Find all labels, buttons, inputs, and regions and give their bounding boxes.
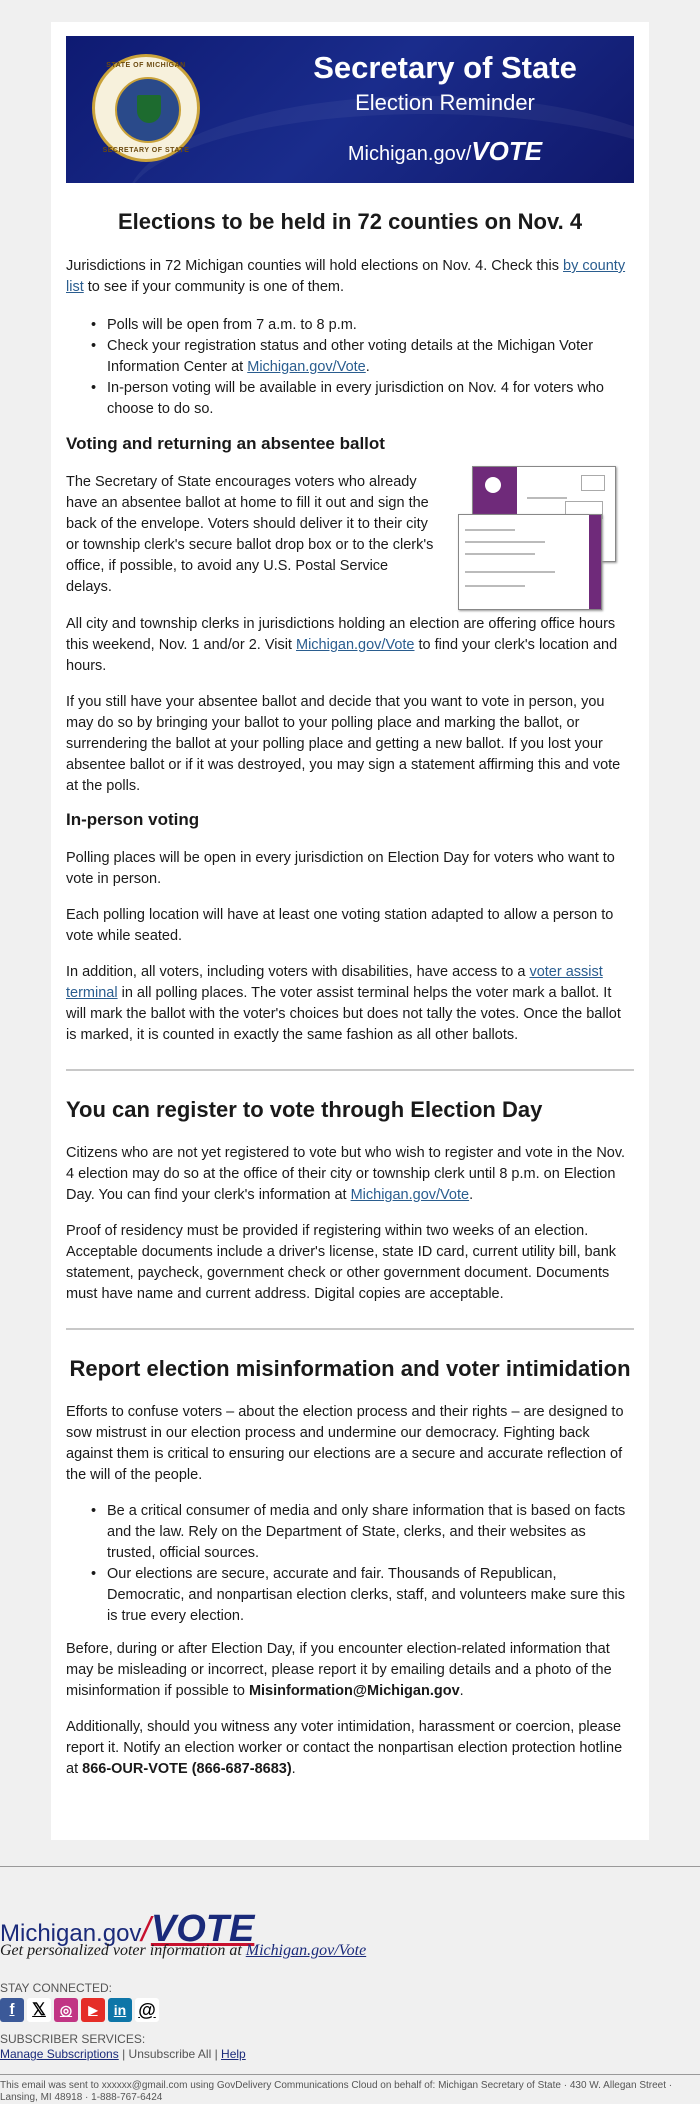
michigan-vote-link[interactable]: Michigan.gov/Vote xyxy=(295,637,415,653)
seal-text-top: STATE OF MICHIGAN xyxy=(106,62,186,69)
voter-assist-terminal-link[interactable]: voter assist terminal xyxy=(66,964,603,1001)
absentee-paragraph-2: All city and township clerks in jurisdictions holding an election are offering office hours this weekend, Nov. 1 and/or 2. Visit Michigan.gov/Vote to find your clerk's location and hours. xyxy=(66,616,618,674)
banner-subtitle: Election Reminder xyxy=(355,90,535,115)
register-heading: You can register to vote through Election Day xyxy=(66,1097,543,1122)
michigan-vote-link[interactable]: Michigan.gov/Vote xyxy=(350,1187,470,1203)
by-county-list-link[interactable]: by county list xyxy=(66,258,626,295)
divider xyxy=(66,1328,634,1330)
inperson-paragraph-1: Polling places will be open in every jurisdiction on Election Day for voters who want to vote in person. xyxy=(66,850,615,887)
absentee-ballot-envelope-image xyxy=(458,462,624,634)
report-paragraph-2: Before, during or after Election Day, if you encounter election-related information that may be misleading or incorrect, please report it by emailing details and a photo of the misinformation if possible to Misinformation@Michigan.gov. xyxy=(66,1641,612,1699)
intro-paragraph: Jurisdictions in 72 Michigan counties will hold elections on Nov. 4. Check this by county list to see if your community is one of them. xyxy=(66,258,626,295)
banner-title: Secretary of State xyxy=(313,50,577,85)
facebook-icon[interactable]: f xyxy=(0,1998,24,2022)
list-item: • Check your registration status and other voting details at the Michigan Voter Information Center at Michigan.gov/Vote. xyxy=(66,336,634,378)
social-icons xyxy=(0,1998,162,2022)
x-icon[interactable]: 𝕏 xyxy=(27,1998,51,2022)
youtube-icon[interactable]: ▶ xyxy=(81,1998,105,2022)
list-item: • Be a critical consumer of media and only share information that is based on facts and the law. Rely on the Department of State, clerks, and their websites as trusted, official sources. xyxy=(66,1501,634,1564)
inperson-heading: In-person voting xyxy=(66,810,200,829)
stay-connected-label: STAY CONNECTED: xyxy=(0,1981,113,1995)
seal-text-bottom: SECRETARY OF STATE xyxy=(102,147,190,154)
state-seal-icon xyxy=(92,54,200,162)
inperson-paragraph-2: Each polling location will have at least one voting station adapted to allow a person to vote while seated. xyxy=(66,907,614,944)
manage-subscriptions-link[interactable]: Manage Subscriptions xyxy=(0,2047,119,2061)
report-paragraph-1: Efforts to confuse voters – about the election process and their rights – are designed to sow mistrust in our election process and undermine our democracy. Fighting back against them is critical to ensuring our elections are a secure and accurate reflection of the will of the people. xyxy=(66,1404,624,1483)
register-paragraph-1: Citizens who are not yet registered to vote but who wish to register and vote in the Nov. 4 election may do so at the office of their city or township clerk until 8 p.m. on Election Day. You can find your clerk's information at Michigan.gov/Vote. xyxy=(66,1145,626,1203)
report-paragraph-3: Additionally, should you witness any voter intimidation, harassment or coercion, please report it. Notify an election worker or contact the nonpartisan election protection hotline at 866-OUR-VOTE (866-687-8683). xyxy=(66,1719,623,1777)
footer-tagline: Get personalized voter information at Michigan.gov/Vote xyxy=(0,1942,367,1959)
report-bullet-list xyxy=(66,1501,634,1627)
linkedin-icon[interactable]: in xyxy=(108,1998,132,2022)
unsubscribe-all-link[interactable]: Unsubscribe All xyxy=(128,2047,212,2061)
absentee-heading: Voting and returning an absentee ballot xyxy=(66,434,385,453)
instagram-icon[interactable]: ◎ xyxy=(54,1998,78,2022)
subscriber-links: Manage Subscriptions | Unsubscribe All | Help xyxy=(0,2047,246,2061)
report-heading: Report election misinformation and voter intimidation xyxy=(69,1356,631,1381)
threads-icon[interactable]: @ xyxy=(135,1998,159,2022)
absentee-paragraph-3: If you still have your absentee ballot and decide that you want to vote in person, you may do so by bringing your ballot to your polling place and marking the ballot, or surrendering the ballot at your polling place and getting a new ballot. If you lost your absentee ballot or if it was destroyed, you may sign a statement affirming this and vote at the polls. xyxy=(66,694,621,794)
list-item: • Our elections are secure, accurate and fair. Thousands of Republican, Democratic, and nonpartisan election clerks, staff, and volunteers make sure this is true every election. xyxy=(66,1564,634,1627)
header-banner xyxy=(66,36,634,183)
misinformation-email: Misinformation@Michigan.gov xyxy=(248,1683,460,1699)
email-card xyxy=(51,22,649,1840)
list-item: • In-person voting will be available in every jurisdiction on Nov. 4 for voters who choose to do so. xyxy=(66,378,634,420)
hotline-number: 866-OUR-VOTE (866-687-8683) xyxy=(82,1761,292,1777)
michigan-vote-link[interactable]: Michigan.gov/Vote xyxy=(247,359,366,375)
list-item: • Polls will be open from 7 a.m. to 8 p.m. xyxy=(66,315,634,336)
banner-url: Michigan.gov/VOTE xyxy=(347,136,543,166)
michigan-vote-logo: Michigan.gov/VOTE xyxy=(0,1908,255,1950)
help-link[interactable]: Help xyxy=(221,2047,246,2061)
subscriber-services-label: SUBSCRIBER SERVICES: xyxy=(0,2032,146,2046)
michigan-vote-link[interactable]: Michigan.gov/Vote xyxy=(245,1942,367,1959)
absentee-paragraph-1: The Secretary of State encourages voters who already have an absentee ballot at home to fill it out and sign the back of the envelope. Voters should deliver it to their city or township clerk's secure ballot drop box or to the clerk's office, if possible, to avoid any U.S. Postal Service delays. xyxy=(66,474,434,595)
divider xyxy=(66,1069,634,1071)
section-heading-elections: Elections to be held in 72 counties on Nov. 4 xyxy=(117,209,583,234)
footer-fine-print: This email was sent to xxxxxx@gmail.com using GovDelivery Communications Cloud on behalf of: Michigan Secretary of State · 430 W. Allegan Street · Lansing, MI 48918 · 1-888-767-6424 xyxy=(0,2080,673,2103)
inperson-paragraph-3: In addition, all voters, including voters with disabilities, have access to a voter assist terminal in all polling places. The voter assist terminal helps the voter mark a ballot. It will mark the ballot with the voter's choices but does not tally the votes. Once the ballot is marked, it is counted in exactly the same fashion as all other ballots. xyxy=(66,964,621,1043)
elections-bullet-list xyxy=(66,315,634,420)
register-paragraph-2: Proof of residency must be provided if registering within two weeks of an election. Acceptable documents include a driver's license, state ID card, current utility bill, bank statement, paycheck, government check or other government document. Documents must have name and current address. Digital copies are acceptable. xyxy=(66,1223,617,1302)
